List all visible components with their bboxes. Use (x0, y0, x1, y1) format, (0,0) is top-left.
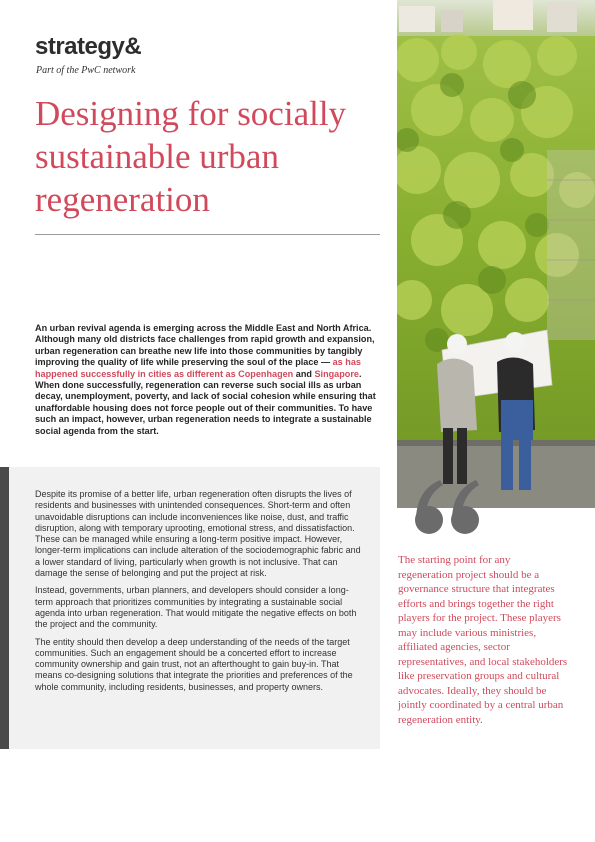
title-divider (35, 234, 380, 235)
brand-logo: strategy& (35, 33, 142, 60)
page-title: Designing for socially sustainable urban regeneration (35, 94, 347, 219)
body-paragraph-3: The entity should then develop a deep understanding of the needs of the target communities. Such an engagement should be a concerted effort to increase community ownership and gain trust, not an afterthought to gain buy-in. That means co-designing solutions that integrate the priorities and preferences of the whole community, including residents, businesses, and property owners. (35, 636, 353, 692)
intro-link-singapore[interactable]: Singapore (314, 368, 359, 379)
body-paragraph-1: Despite its promise of a better life, urban regeneration often disrupts the lives of residents and businesses with unintended consequences. Short-term and often unavoidable disruptions can include inconveniences like noise, dust, and traffic disruption, along with temporary uprooting, emotional stress, and dissatisfaction. These can be managed while ensuring a long-term positive impact. However, longer-term implications can include alteration of the sociodemographic fabric and a lower standard of living, particularly when growth is not inclusive. That can damage the sense of belonging and put the project at risk. (35, 489, 361, 579)
intro-text-2: and (293, 368, 315, 379)
pull-quote: The starting point for any regeneration project should be a governance structure that integrates efforts and brings together the right players for the project. These players may include various ministries, affiliated agencies, sector representatives, and local stakeholders like preservation groups and cultural advocates. Ideally, they should be jointly coordinated by a central urban regeneration entity. (398, 554, 568, 726)
hero-photo-illustration (397, 0, 595, 508)
intro-text-3: . When done successfully, regeneration can reverse such social ills as urban decay, unemployment, poverty, and lack of social cohesion while ensuring that unaffordable housing does not force people out of their communities. To have such an impact, however, urban regeneration needs to integrate a sustainable social agenda from the start. (35, 368, 376, 436)
hero-photo (397, 0, 595, 508)
body-paragraph-2: Instead, governments, urban planners, and developers should consider a long-term approach that prioritizes communities by integrating a sustainable social agenda into urban regeneration. That would mitigate the negative effects on both the project and the community. (35, 585, 357, 630)
intro-text-1: An urban revival agenda is emerging across the Middle East and North Africa. Although many old districts face challenges from rapid growth and expansion, urban regeneration can breathe new life into those communities by tangibly improving the quality of life while preserving the soul of the place — (35, 323, 375, 368)
quote-mark-icon (412, 470, 487, 540)
body-panel-accent-bar (0, 467, 9, 749)
intro-paragraph (35, 323, 380, 437)
brand-tagline: Part of the PwC network (36, 65, 136, 76)
intro-link-copenhagen[interactable]: as has happened successfully in cities as different as Copenhagen (35, 357, 361, 379)
body-text (35, 489, 365, 699)
